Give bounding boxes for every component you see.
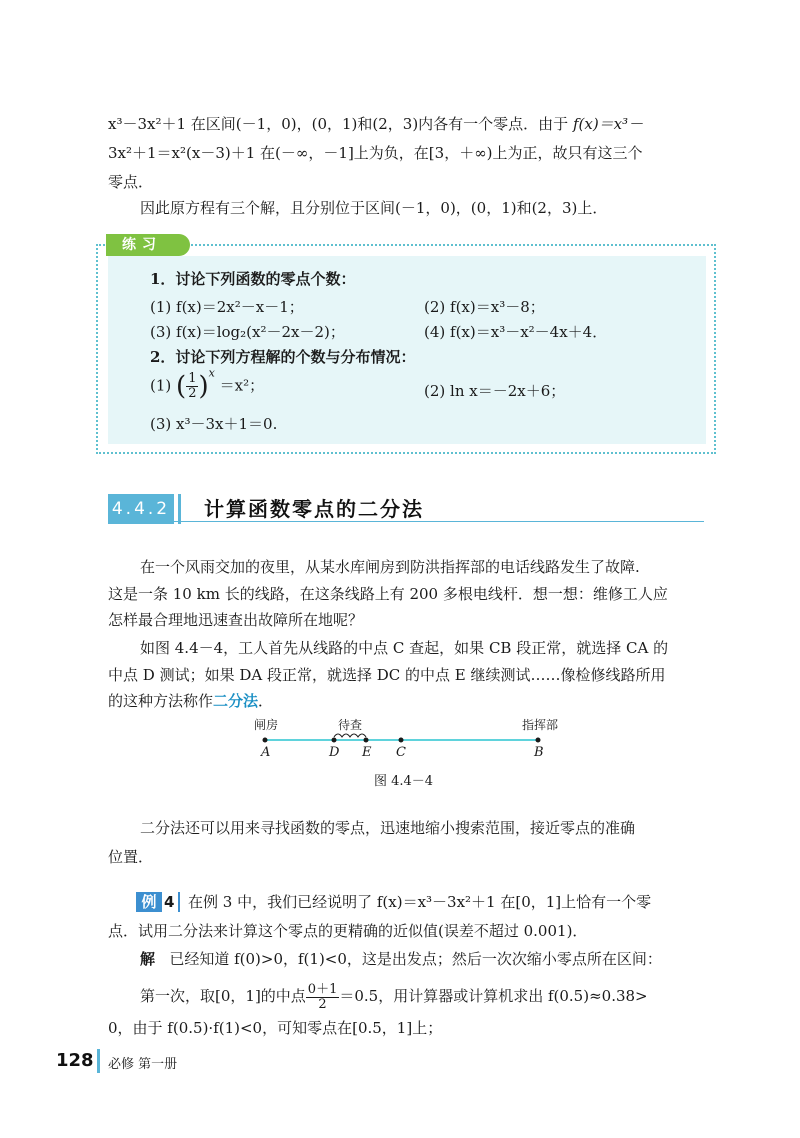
- example-divider: [178, 892, 180, 912]
- solution-line: [140, 945, 740, 974]
- exercise-q1-item-3: (3) f(x)＝log₂(x²－2x－2)；: [150, 323, 345, 341]
- para1-line-2: 这是一条 10 km 长的线路，在这条线路上有 200 多根电线杆．想一想：维修工人应: [108, 585, 668, 603]
- label-to-check: 待查: [338, 718, 363, 732]
- point-e-label: E: [362, 745, 372, 760]
- point-d-label: D: [329, 745, 340, 760]
- intro-line-1-text: x³－3x²＋1 在区间(－1，0)，(0，1)和(2，3)内各有一个零点．由于: [108, 115, 573, 133]
- right-paren-glyph: ): [198, 371, 209, 402]
- para3-line-1: 二分法还可以用来寻找函数的零点，迅速地缩小搜索范围，接近零点的准确: [140, 819, 636, 837]
- exercise-q2-item-3: (3) x³－3x＋1＝0.: [150, 415, 278, 433]
- intro-conclusion: 因此原方程有三个解，且分别位于区间(－1，0)，(0，1)和(2，3)上．: [140, 199, 608, 217]
- section-title: 计算函数零点的二分法: [204, 497, 424, 521]
- point-b-dot: [536, 738, 541, 743]
- example-label: 例: [136, 892, 162, 912]
- q2-item-1-prefix: (1): [150, 376, 172, 395]
- example-line-1: 在例 3 中，我们已经说明了 f(x)＝x³－3x²＋1 在[0，1]上恰有一个零: [188, 893, 652, 911]
- step1-pre: 第一次，取[0，1]的中点: [140, 987, 306, 1005]
- exercise-q2-title: 2．讨论下列方程解的个数与分布情况：: [150, 348, 416, 366]
- point-c-label: C: [396, 745, 406, 760]
- point-d-dot: [332, 738, 337, 743]
- exercise-q2-item-2: (2) ln x＝－2x＋6；: [424, 382, 566, 400]
- para2-line-3: [108, 687, 708, 716]
- para2-line-3-pre: 的这种方法称作: [108, 692, 214, 710]
- example-number: 4: [164, 893, 175, 911]
- step1-post: ＝0.5，用计算器或计算机求出 f(0.5)≈0.38>: [339, 987, 648, 1005]
- intro-line-1-fx: f(x)＝x³－: [572, 115, 644, 133]
- point-b-label: B: [534, 745, 544, 760]
- fraction-half: [186, 372, 198, 401]
- point-a-label: A: [261, 745, 271, 760]
- page-number: 128: [56, 1050, 94, 1071]
- label-sluice-house: 闸房: [254, 718, 279, 732]
- para1-line-1: 在一个风雨交加的夜里，从某水库闸房到防洪指挥部的电话线路发生了故障.: [140, 558, 640, 576]
- label-command-post: 指挥部: [522, 718, 559, 732]
- q2-item-1-exponent: x: [208, 366, 215, 380]
- intro-line-2: 3x²＋1＝x²(x－3)＋1 在(－∞，－1]上为负，在[3，＋∞)上为正，故只有这三个: [108, 144, 643, 162]
- fraction-midpoint: [306, 983, 340, 1012]
- step1-line-2: 0，由于 f(0.5)·f(1)<0，可知零点在[0.5，1]上；: [108, 1019, 443, 1037]
- exercise-tab: 练习: [106, 234, 190, 256]
- fraction-denominator: 2: [188, 386, 197, 401]
- exercise-q1-item-1: (1) f(x)＝2x²－x－1；: [150, 298, 304, 316]
- exercise-q2-item-1: [150, 366, 265, 402]
- para2-line-3-post: ．: [258, 692, 274, 710]
- example-line-2: 点．试用二分法来计算这个零点的更精确的近似值(误差不超过 0.001)．: [108, 922, 588, 940]
- point-c-dot: [399, 738, 404, 743]
- fraction-numerator: 1: [188, 371, 197, 386]
- figure-caption: 图 4.4－4: [374, 774, 434, 789]
- book-title: 必修 第一册: [108, 1057, 178, 1072]
- left-paren-glyph: (: [176, 371, 187, 402]
- intro-line-3: 零点．: [108, 173, 154, 191]
- section-number: 4.4.2: [108, 494, 174, 524]
- exercise-q1-item-4: (4) f(x)＝x³－x²－4x＋4．: [424, 323, 608, 341]
- midpoint-numerator: 0＋1: [307, 981, 338, 997]
- intro-line-1: [108, 110, 708, 139]
- para1-line-3: 怎样最合理地迅速查出故障所在地呢？: [108, 611, 364, 629]
- exercise-q1-item-2: (2) f(x)＝x³－8；: [424, 298, 545, 316]
- section-divider: [178, 494, 181, 524]
- step1-line-1: [140, 982, 740, 1012]
- solution-label: 解: [140, 950, 156, 968]
- point-e-dot: [364, 738, 369, 743]
- para2-line-2: 中点 D 测试；如果 DA 段正常，就选择 DC 的中点 E 继续测试……像检修线路所用: [108, 666, 666, 684]
- para2-line-1: 如图 4.4－4，工人首先从线路的中点 C 查起，如果 CB 段正常，就选择 CA 的: [140, 639, 669, 657]
- q2-item-1-rest: ＝x²；: [219, 376, 265, 395]
- para3-line-2: 位置．: [108, 848, 154, 866]
- exercise-q1-title: 1．讨论下列函数的零点个数：: [150, 270, 356, 288]
- check-brace: [334, 734, 366, 737]
- term-bisection: 二分法: [213, 692, 259, 710]
- footer-divider: [97, 1049, 100, 1073]
- midpoint-denominator: 2: [318, 996, 327, 1012]
- point-a-dot: [263, 738, 268, 743]
- section-underline: [108, 521, 704, 522]
- solution-text: 已经知道 f(0)>0，f(1)<0，这是出发点；然后一次次缩小零点所在区间：: [169, 950, 662, 968]
